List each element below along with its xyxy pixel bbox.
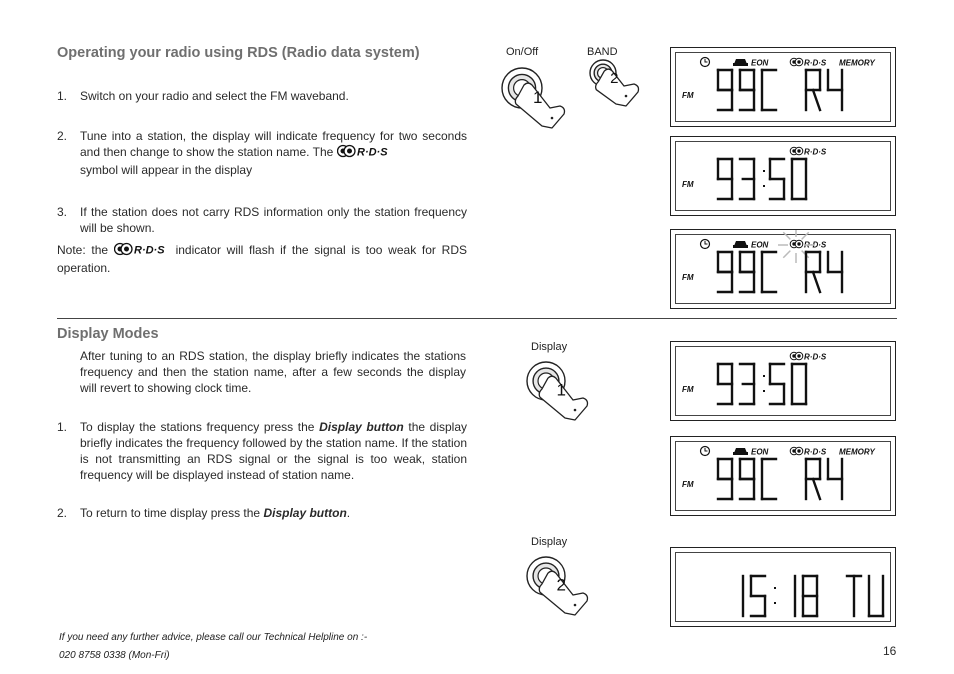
clock-icon — [701, 58, 710, 67]
step-text-b: the display briefly indicates the frequency followed by the station name. If the station is not transmitting an RDS signal or the signal is too weak, station frequency will be displayed instead of station name. — [80, 420, 468, 482]
display-modes-intro — [80, 348, 466, 396]
rds-logo-icon — [114, 242, 170, 260]
helpline-number: 020 8758 0338 (Mon-Fri) — [59, 650, 170, 661]
fm-label: FM — [682, 91, 694, 100]
step-text: If the station does not carry RDS information only the station frequency will be shown. — [80, 205, 467, 235]
note-text — [57, 242, 467, 276]
step-number-label: 1 — [533, 88, 543, 107]
memory-label: MEMORY — [839, 447, 875, 457]
svg-text:R·D·S: R·D·S — [356, 146, 388, 158]
section-title-rds: Operating your radio using RDS (Radio data system) — [57, 45, 420, 61]
lcd-main-text — [718, 252, 842, 292]
onoff-button-icon — [496, 62, 596, 157]
note-text-a: Note: the — [57, 243, 109, 258]
lcd-display-4 — [670, 341, 896, 421]
rds-logo-icon — [337, 144, 393, 162]
step-text-a: To display the stations frequency press the — [80, 420, 315, 434]
step-number-label: 2 — [610, 69, 619, 87]
eon-car-icon — [733, 59, 748, 66]
page-number: 16 — [883, 644, 897, 658]
clock-icon — [701, 240, 710, 249]
lcd-main-text — [718, 364, 806, 404]
rds-step-2 — [57, 128, 467, 178]
display-label-1: Display — [531, 341, 568, 353]
rds-step-1 — [57, 88, 467, 104]
rds-indicator-icon — [790, 352, 803, 360]
step-text — [80, 505, 467, 521]
step-number: 1. — [57, 420, 68, 434]
lcd-main-text — [743, 576, 883, 616]
lcd-display-1 — [670, 47, 896, 127]
step-text-b: . — [346, 506, 351, 520]
rds-indicator-icon — [790, 240, 803, 248]
lcd-display-2 — [670, 136, 896, 216]
rds-label: R·D·S — [804, 147, 827, 157]
memory-label: MEMORY — [839, 58, 875, 68]
display-button-ref: Display button — [319, 420, 404, 434]
display-button-ref: Display button — [263, 506, 347, 520]
step-number: 2. — [57, 129, 68, 143]
fm-label: FM — [682, 273, 694, 282]
step-number: 2. — [57, 506, 68, 520]
lcd-main-text — [718, 70, 842, 110]
rds-note — [57, 242, 467, 276]
lcd-main-text — [718, 159, 806, 199]
display-label-2: Display — [531, 536, 568, 548]
rds-label: R·D·S — [804, 352, 827, 362]
display-button-icon-1 — [521, 356, 619, 449]
rds-indicator-icon — [790, 147, 803, 155]
lcd-display-6 — [670, 547, 896, 627]
fm-label: FM — [682, 180, 694, 189]
rds-label: R·D·S — [804, 240, 827, 250]
lcd-display-5 — [670, 436, 896, 516]
onoff-label: On/Off — [506, 46, 539, 58]
step-number: 1. — [57, 89, 68, 103]
note-text-b: indicator will flash if the signal is too weak for RDS operation. — [57, 243, 467, 275]
fm-label: FM — [682, 480, 694, 489]
step-text-a: To return to time display press the — [80, 506, 261, 520]
display-button-icon-2 — [521, 551, 619, 644]
display-step-2 — [57, 505, 467, 521]
fm-label: FM — [682, 385, 694, 394]
band-label: BAND — [587, 46, 618, 58]
step-text — [80, 128, 467, 178]
band-button-icon — [584, 54, 670, 135]
section-divider — [57, 318, 897, 319]
step-text-b: symbol will appear in the display — [80, 163, 253, 177]
step-text: Switch on your radio and select the FM waveband. — [80, 89, 349, 103]
step-number-label: 2 — [556, 575, 566, 595]
intro-text: After tuning to an RDS station, the display briefly indicates the stations frequency and then the station name, after a few seconds the display will revert to showing clock time. — [80, 349, 466, 395]
clock-icon — [701, 447, 710, 456]
rds-indicator-icon — [790, 58, 803, 66]
svg-text:R·D·S: R·D·S — [133, 244, 165, 256]
rds-label: R·D·S — [804, 58, 827, 68]
eon-label: EON — [751, 447, 769, 457]
eon-car-icon — [733, 241, 748, 248]
step-text-a: Tune into a station, the display will indicate frequency for two seconds and then change to show the station name. The — [80, 129, 467, 160]
eon-label: EON — [751, 58, 769, 68]
rds-indicator-icon — [790, 447, 803, 455]
lcd-display-3 — [670, 229, 896, 309]
lcd-main-text — [718, 459, 842, 499]
eon-car-icon — [733, 448, 748, 455]
helpline-text: If you need any further advice, please call our Technical Helpline on :- — [59, 632, 368, 643]
rds-step-3 — [57, 204, 467, 236]
step-number: 3. — [57, 205, 68, 219]
rds-label: R·D·S — [804, 447, 827, 457]
section-title-display-modes: Display Modes — [57, 326, 159, 342]
step-text — [80, 419, 467, 483]
eon-label: EON — [751, 240, 769, 250]
display-step-1 — [57, 419, 467, 483]
step-number-label: 1 — [556, 380, 566, 400]
